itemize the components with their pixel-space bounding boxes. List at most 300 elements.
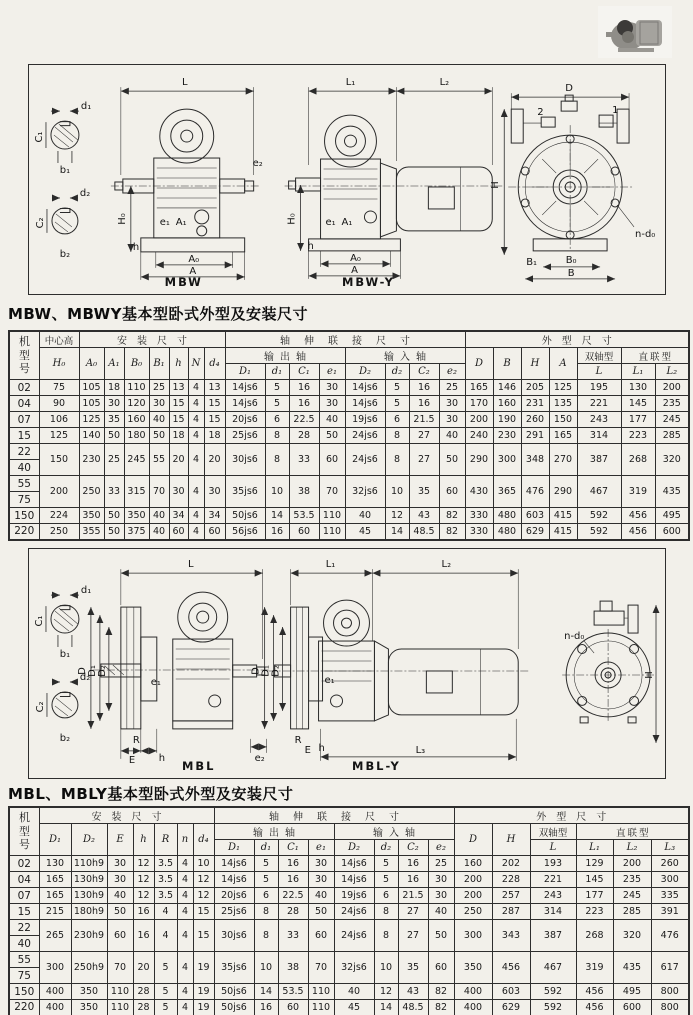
- value-cell: 4: [177, 920, 193, 952]
- value-cell: 250h9: [71, 952, 107, 984]
- value-cell: 120: [124, 396, 149, 412]
- value-cell: 14js6: [225, 380, 265, 396]
- dim-d2-flange-label: D₂: [270, 665, 282, 677]
- col-C2: C₂: [398, 840, 428, 856]
- colgroup-input-shaft: 输入轴: [334, 824, 454, 840]
- value-cell: 16: [278, 872, 308, 888]
- value-cell: 50: [104, 428, 124, 444]
- value-cell: 180: [124, 428, 149, 444]
- value-cell: 4: [177, 984, 193, 1000]
- colgroup-outline: 外型尺寸: [465, 331, 689, 348]
- value-cell: 314: [530, 904, 576, 920]
- dim-c1-label: C₁: [33, 615, 45, 627]
- value-cell: 12: [374, 984, 398, 1000]
- value-cell: 110: [124, 380, 149, 396]
- model-cell: 150: [9, 984, 39, 1000]
- value-cell: 270: [549, 444, 577, 476]
- value-cell: 15: [169, 412, 188, 428]
- col-B: B: [493, 348, 521, 380]
- value-cell: 35: [104, 412, 124, 428]
- value-cell: 19js6: [334, 888, 374, 904]
- value-cell: 50js6: [214, 1000, 254, 1015]
- value-cell: 40: [345, 508, 385, 524]
- dim-a1-label: A₁: [341, 216, 353, 228]
- value-cell: 19: [193, 952, 214, 984]
- value-cell: 476: [651, 920, 689, 952]
- dim-c2-label: C₂: [34, 701, 46, 713]
- value-cell: 13: [204, 380, 225, 396]
- value-cell: 4: [188, 508, 204, 524]
- value-cell: 387: [530, 920, 576, 952]
- value-cell: 629: [521, 524, 549, 540]
- value-cell: 5: [154, 1000, 177, 1015]
- value-cell: 14: [254, 984, 278, 1000]
- value-cell: 40: [149, 412, 169, 428]
- dim-h-label: H: [490, 181, 502, 189]
- value-cell: 350: [454, 952, 492, 984]
- col-C2: C₂: [409, 364, 439, 380]
- model-cell: 02: [9, 380, 39, 396]
- mbl-front-view: [562, 601, 656, 743]
- col-A0: A₀: [79, 348, 104, 380]
- value-cell: 27: [398, 904, 428, 920]
- value-cell: 200: [39, 476, 79, 508]
- value-cell: 4: [188, 524, 204, 540]
- col-D2: D₂: [345, 364, 385, 380]
- value-cell: 60: [308, 920, 334, 952]
- value-cell: 221: [530, 872, 576, 888]
- col-B0: B₀: [124, 348, 149, 380]
- table-row: [9, 444, 689, 460]
- value-cell: 13: [169, 380, 188, 396]
- value-cell: 16: [289, 396, 319, 412]
- value-cell: 145: [621, 396, 655, 412]
- table-row: [9, 952, 689, 968]
- value-cell: 230h9: [71, 920, 107, 952]
- value-cell: 592: [530, 1000, 576, 1015]
- value-cell: 40: [149, 508, 169, 524]
- value-cell: 33: [278, 920, 308, 952]
- dim-e2-label: e₂: [254, 752, 265, 764]
- value-cell: 110: [308, 1000, 334, 1015]
- dim-l2-label: L₂: [441, 559, 452, 571]
- value-cell: 8: [254, 904, 278, 920]
- model-cell: 220: [9, 1000, 39, 1015]
- value-cell: 50js6: [214, 984, 254, 1000]
- value-cell: 130: [621, 380, 655, 396]
- value-cell: 205: [521, 380, 549, 396]
- value-cell: 268: [621, 444, 655, 476]
- value-cell: 24js6: [345, 428, 385, 444]
- value-cell: 400: [454, 984, 492, 1000]
- value-cell: 320: [613, 920, 651, 952]
- dim-l-label: L: [181, 77, 188, 89]
- colgroup-shaft: 轴伸联接尺寸: [225, 331, 465, 348]
- value-cell: 3.5: [154, 872, 177, 888]
- value-cell: 75: [39, 380, 79, 396]
- dim-h0-label: H₀: [286, 213, 298, 225]
- value-cell: 40: [308, 888, 334, 904]
- value-cell: 14js6: [225, 396, 265, 412]
- value-cell: 32js6: [345, 476, 385, 508]
- value-cell: 40: [334, 984, 374, 1000]
- col-C1: C₁: [289, 364, 319, 380]
- shaft-cross-section-2: [35, 672, 90, 744]
- value-cell: 4: [177, 856, 193, 872]
- value-cell: 30js6: [214, 920, 254, 952]
- value-cell: 245: [655, 412, 689, 428]
- value-cell: 27: [409, 444, 439, 476]
- col-L: L: [577, 364, 621, 380]
- value-cell: 30: [439, 396, 465, 412]
- col-B1: B₁: [149, 348, 169, 380]
- value-cell: 24js6: [334, 920, 374, 952]
- value-cell: 18: [204, 428, 225, 444]
- value-cell: 193: [530, 856, 576, 872]
- value-cell: 30: [428, 872, 454, 888]
- value-cell: 8: [265, 444, 289, 476]
- col-d4: d₄: [204, 348, 225, 380]
- value-cell: 221: [577, 396, 621, 412]
- value-cell: 200: [454, 888, 492, 904]
- value-cell: 150: [39, 444, 79, 476]
- col-d1: d₁: [265, 364, 289, 380]
- value-cell: 800: [651, 1000, 689, 1015]
- dim-a-label: A: [351, 264, 358, 276]
- value-cell: 319: [576, 952, 613, 984]
- dim-d-label: D: [565, 83, 573, 95]
- value-cell: 20: [133, 952, 154, 984]
- col-D: D: [465, 348, 493, 380]
- dim-r-label: R: [294, 734, 302, 746]
- value-cell: 14: [374, 1000, 398, 1015]
- value-cell: 25: [149, 380, 169, 396]
- value-cell: 27: [409, 428, 439, 444]
- value-cell: 70: [308, 952, 334, 984]
- product-photo: [598, 6, 672, 58]
- value-cell: 456: [492, 952, 530, 984]
- col-D1-install: D₁: [39, 824, 71, 856]
- value-cell: 33: [104, 476, 124, 508]
- value-cell: 110: [319, 524, 345, 540]
- value-cell: 40: [107, 888, 133, 904]
- dim-e1-label: e₁: [325, 216, 336, 228]
- value-cell: 600: [613, 1000, 651, 1015]
- value-cell: 20js6: [214, 888, 254, 904]
- value-cell: 146: [493, 380, 521, 396]
- value-cell: 160: [124, 412, 149, 428]
- value-cell: 82: [439, 524, 465, 540]
- value-cell: 268: [576, 920, 613, 952]
- section2-title: MBL、MBLY基本型卧式外型及安装尺寸: [8, 785, 294, 803]
- value-cell: 28: [278, 904, 308, 920]
- value-cell: 60: [107, 920, 133, 952]
- colgroup-input-shaft: 输入轴: [345, 348, 465, 364]
- value-cell: 476: [521, 476, 549, 508]
- table-row: [9, 872, 689, 888]
- value-cell: 12: [385, 508, 409, 524]
- value-cell: 125: [39, 428, 79, 444]
- value-cell: 40: [319, 412, 345, 428]
- value-cell: 800: [651, 984, 689, 1000]
- value-cell: 135: [549, 396, 577, 412]
- value-cell: 243: [577, 412, 621, 428]
- value-cell: 28: [289, 428, 319, 444]
- value-cell: 495: [655, 508, 689, 524]
- dim-e1-label: e₁: [324, 674, 335, 686]
- value-cell: 4: [154, 920, 177, 952]
- value-cell: 320: [655, 444, 689, 476]
- value-cell: 260: [651, 856, 689, 872]
- colgroup-output-shaft: 输出轴: [214, 824, 334, 840]
- value-cell: 16: [398, 856, 428, 872]
- value-cell: 60: [169, 524, 188, 540]
- value-cell: 235: [655, 396, 689, 412]
- dim-h-label: h: [158, 752, 166, 764]
- value-cell: 125: [549, 380, 577, 396]
- value-cell: 5: [265, 380, 289, 396]
- value-cell: 300: [39, 952, 71, 984]
- col-L1: L₁: [576, 840, 613, 856]
- value-cell: 25js6: [214, 904, 254, 920]
- col-d4: d₄: [193, 824, 214, 856]
- value-cell: 40: [149, 524, 169, 540]
- dim-h-label: h: [132, 241, 140, 253]
- value-cell: 50: [308, 904, 334, 920]
- value-cell: 467: [530, 952, 576, 984]
- value-cell: 5: [374, 856, 398, 872]
- value-cell: 250: [39, 524, 79, 540]
- value-cell: 82: [428, 984, 454, 1000]
- value-cell: 160: [493, 396, 521, 412]
- value-cell: 16: [133, 904, 154, 920]
- model-cell: 220: [9, 524, 39, 540]
- value-cell: 165: [39, 888, 71, 904]
- value-cell: 319: [621, 476, 655, 508]
- value-cell: 300: [493, 444, 521, 476]
- value-cell: 110: [107, 984, 133, 1000]
- dim-l1-label: L₁: [325, 559, 336, 571]
- value-cell: 30: [149, 396, 169, 412]
- dim-c1-label: C₁: [33, 131, 45, 143]
- value-cell: 12: [133, 888, 154, 904]
- value-cell: 375: [124, 524, 149, 540]
- model-cell: 150: [9, 508, 39, 524]
- value-cell: 285: [655, 428, 689, 444]
- col-L3: L₃: [651, 840, 689, 856]
- mbw-side-view: [111, 77, 263, 289]
- value-cell: 350: [79, 508, 104, 524]
- value-cell: 60: [289, 524, 319, 540]
- dim-l-label: L: [187, 559, 194, 571]
- value-cell: 10: [254, 952, 278, 984]
- value-cell: 415: [549, 508, 577, 524]
- value-cell: 165: [549, 428, 577, 444]
- value-cell: 6: [374, 888, 398, 904]
- value-cell: 125: [79, 412, 104, 428]
- value-cell: 14js6: [334, 856, 374, 872]
- value-cell: 200: [613, 856, 651, 872]
- value-cell: 592: [530, 984, 576, 1000]
- value-cell: 456: [576, 984, 613, 1000]
- table-row: [9, 412, 689, 428]
- value-cell: 30: [439, 412, 465, 428]
- value-cell: 5: [374, 872, 398, 888]
- value-cell: 343: [492, 920, 530, 952]
- col-D1: D₁: [225, 364, 265, 380]
- col-dual-shaft: 双轴型: [577, 348, 621, 364]
- value-cell: 165: [465, 380, 493, 396]
- value-cell: 260: [521, 412, 549, 428]
- dim-d1-label: d₁: [80, 101, 92, 113]
- value-cell: 110: [308, 984, 334, 1000]
- value-cell: 290: [465, 444, 493, 476]
- value-cell: 4: [188, 412, 204, 428]
- value-cell: 25: [428, 856, 454, 872]
- dim-b0-label: B₀: [565, 254, 577, 266]
- col-e1: e₁: [319, 364, 345, 380]
- value-cell: 6: [385, 412, 409, 428]
- value-cell: 245: [613, 888, 651, 904]
- table-row: [9, 508, 689, 524]
- table-row: [9, 856, 689, 872]
- value-cell: 215: [39, 904, 71, 920]
- value-cell: 5: [265, 396, 289, 412]
- model-cell: 22: [9, 920, 39, 936]
- caption-mbw: MBW: [164, 274, 203, 289]
- value-cell: 50: [439, 444, 465, 476]
- dim-b1-label: b₁: [59, 165, 71, 177]
- value-cell: 285: [613, 904, 651, 920]
- dim-a1-label: A₁: [175, 216, 187, 228]
- value-cell: 145: [576, 872, 613, 888]
- col-dual-shaft: 双轴型: [530, 824, 576, 840]
- value-cell: 24js6: [345, 444, 385, 476]
- value-cell: 34: [204, 508, 225, 524]
- value-cell: 30: [204, 476, 225, 508]
- value-cell: 6: [254, 888, 278, 904]
- value-cell: 40: [428, 904, 454, 920]
- value-cell: 56js6: [225, 524, 265, 540]
- value-cell: 603: [521, 508, 549, 524]
- value-cell: 15: [204, 396, 225, 412]
- value-cell: 350: [71, 984, 107, 1000]
- value-cell: 14: [265, 508, 289, 524]
- caption-mbl: MBL: [182, 758, 216, 773]
- col-E: E: [107, 824, 133, 856]
- value-cell: 12: [133, 856, 154, 872]
- value-cell: 335: [651, 888, 689, 904]
- value-cell: 456: [576, 1000, 613, 1015]
- shaft-cross-section-1: [34, 585, 91, 660]
- table-row: [9, 984, 689, 1000]
- value-cell: 300: [454, 920, 492, 952]
- col-L1: L₁: [621, 364, 655, 380]
- col-direct-type: 直联型: [621, 348, 689, 364]
- dim-l2-label: L₂: [439, 77, 450, 89]
- value-cell: 5: [254, 856, 278, 872]
- dim-d1-flange-label: D₁: [86, 665, 98, 677]
- value-cell: 30js6: [225, 444, 265, 476]
- table-row: [9, 904, 689, 920]
- table-row: [9, 396, 689, 412]
- value-cell: 110: [319, 508, 345, 524]
- value-cell: 365: [493, 476, 521, 508]
- model-cell: 07: [9, 888, 39, 904]
- col-L: L: [530, 840, 576, 856]
- value-cell: 480: [493, 508, 521, 524]
- value-cell: 257: [492, 888, 530, 904]
- dim-d1-label: d₁: [80, 585, 92, 597]
- model-cell: 04: [9, 396, 39, 412]
- value-cell: 467: [577, 476, 621, 508]
- value-cell: 60: [319, 444, 345, 476]
- value-cell: 223: [621, 428, 655, 444]
- dim-a0-label: A₀: [188, 253, 200, 265]
- value-cell: 5: [254, 872, 278, 888]
- mbw-dimension-table: [8, 330, 690, 541]
- value-cell: 4: [188, 396, 204, 412]
- col-d2: d₂: [385, 364, 409, 380]
- model-cell: 15: [9, 904, 39, 920]
- value-cell: 400: [39, 1000, 71, 1015]
- value-cell: 25js6: [225, 428, 265, 444]
- value-cell: 20: [204, 444, 225, 476]
- value-cell: 30: [319, 380, 345, 396]
- value-cell: 592: [577, 508, 621, 524]
- value-cell: 5: [154, 984, 177, 1000]
- value-cell: 291: [521, 428, 549, 444]
- dim-h-label: h: [318, 742, 325, 754]
- value-cell: 50: [104, 508, 124, 524]
- value-cell: 25: [104, 444, 124, 476]
- dim-e2-label: e₂: [252, 158, 263, 170]
- col-D1: D₁: [214, 840, 254, 856]
- value-cell: 165: [39, 872, 71, 888]
- dim-b2-label: b₂: [59, 248, 71, 260]
- value-cell: 4: [188, 428, 204, 444]
- value-cell: 10: [193, 856, 214, 872]
- mbly-side-view: [251, 559, 529, 773]
- value-cell: 90: [39, 396, 79, 412]
- value-cell: 350: [124, 508, 149, 524]
- value-cell: 195: [577, 380, 621, 396]
- value-cell: 106: [39, 412, 79, 428]
- value-cell: 617: [651, 952, 689, 984]
- model-cell: 75: [9, 968, 39, 984]
- colgroup-outline: 外型尺寸: [454, 807, 689, 824]
- dim-e-label: E: [304, 744, 311, 756]
- value-cell: 30: [104, 396, 124, 412]
- value-cell: 15: [193, 920, 214, 952]
- dim-d2-flange-label: D₂: [96, 665, 108, 677]
- value-cell: 4: [177, 904, 193, 920]
- value-cell: 250: [454, 904, 492, 920]
- mbl-dimension-table: [8, 806, 690, 1015]
- value-cell: 355: [79, 524, 104, 540]
- col-h: h: [133, 824, 154, 856]
- col-center-height: 中心高: [39, 331, 79, 348]
- value-cell: 30: [428, 888, 454, 904]
- value-cell: 16: [133, 920, 154, 952]
- value-cell: 30: [107, 872, 133, 888]
- value-cell: 38: [289, 476, 319, 508]
- col-D2-install: D₂: [71, 824, 107, 856]
- value-cell: 14js6: [214, 872, 254, 888]
- dim-d1-flange-label: D₁: [260, 665, 272, 677]
- value-cell: 22.5: [278, 888, 308, 904]
- value-cell: 5: [385, 396, 409, 412]
